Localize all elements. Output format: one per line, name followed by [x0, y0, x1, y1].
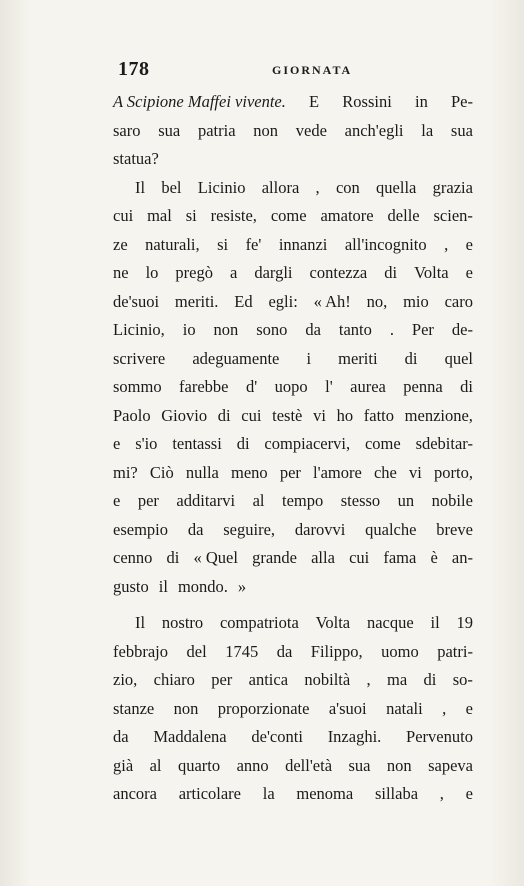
word: ma	[387, 670, 408, 689]
word: ,	[444, 234, 449, 254]
word: « Quel	[193, 548, 238, 567]
paragraph	[113, 609, 473, 809]
word: si	[185, 206, 197, 225]
word: dargli	[254, 263, 293, 282]
word: tentassi	[172, 434, 222, 453]
word: de'conti	[251, 727, 303, 746]
word: menzione,	[404, 405, 473, 425]
word: compatriota	[219, 613, 299, 632]
word: Maddalena	[153, 727, 227, 746]
word: aurea	[350, 377, 386, 396]
word: Filippo,	[310, 641, 363, 661]
text-line	[113, 516, 473, 545]
body-text	[113, 88, 473, 809]
word: anch'egli	[344, 120, 404, 140]
word: compiacervi,	[264, 434, 351, 453]
word: Giovio	[161, 405, 208, 425]
word: ze	[113, 234, 128, 254]
word: Ciò	[149, 462, 174, 482]
word: chiaro	[153, 670, 195, 689]
word: nobiltà	[304, 670, 351, 689]
word: cui	[113, 206, 134, 225]
text-line	[113, 117, 473, 146]
word: grazia	[432, 177, 473, 197]
word: amatore	[320, 206, 374, 225]
text-line	[113, 231, 473, 260]
word: fama	[383, 548, 417, 567]
word: il	[430, 613, 440, 632]
word: breve	[436, 519, 473, 539]
word: zio,	[113, 670, 138, 689]
word: al	[149, 755, 162, 775]
word: come	[364, 434, 401, 453]
word: Licinio,	[113, 320, 165, 339]
word: mal	[147, 206, 172, 225]
running-head: GIORNATA	[272, 63, 353, 77]
word: si	[217, 234, 229, 254]
word: Volta	[414, 263, 449, 282]
word: Volta	[315, 613, 351, 632]
text-line	[113, 402, 473, 431]
word: di	[404, 348, 418, 368]
word: bel	[161, 177, 182, 197]
word: Licinio	[197, 177, 246, 197]
word: innanzi	[278, 234, 328, 254]
word: qualche	[365, 519, 417, 539]
word: s'io	[135, 434, 158, 453]
word: sua	[348, 755, 371, 775]
word: che	[373, 462, 397, 482]
text-line	[113, 638, 473, 667]
text-line	[113, 145, 473, 174]
word: d'	[245, 377, 258, 396]
word: il	[158, 576, 168, 596]
word: da	[113, 727, 129, 746]
word: già	[113, 755, 134, 775]
word: da	[305, 320, 321, 339]
word: per	[279, 462, 301, 482]
word: tanto	[338, 320, 372, 339]
word: meriti.	[174, 291, 219, 311]
word: è	[430, 548, 438, 567]
word: anno	[236, 755, 269, 775]
word: cui	[241, 405, 262, 425]
word: de'suoi	[113, 291, 160, 311]
text-line	[113, 345, 473, 374]
word: di	[166, 548, 180, 567]
word: ,	[315, 177, 320, 197]
word: stesso	[340, 491, 381, 510]
word: « Ah!	[313, 291, 351, 311]
word: ,	[439, 784, 444, 803]
word: e	[465, 698, 473, 718]
word: cenno	[113, 548, 153, 567]
word: so-	[452, 670, 473, 689]
word: scien-	[433, 206, 473, 225]
word: ho	[336, 405, 354, 425]
word: antica	[248, 670, 289, 689]
word: per	[137, 491, 159, 510]
word: ,	[366, 670, 371, 689]
word: Pervenuto	[406, 727, 473, 746]
word: meriti	[338, 348, 378, 368]
word: non	[253, 120, 279, 140]
text-line	[113, 259, 473, 288]
word: all'incognito	[344, 234, 427, 254]
text-line	[113, 573, 473, 602]
word: egli:	[268, 291, 298, 311]
word: grande	[252, 548, 297, 567]
word: testè	[272, 405, 303, 425]
word: sillaba	[374, 784, 419, 803]
text-line	[113, 430, 473, 459]
word: quarto	[177, 755, 221, 775]
word: quella	[376, 177, 417, 197]
word: alla	[311, 548, 335, 567]
word: e	[113, 491, 121, 510]
word: e	[465, 234, 473, 254]
word: dell'età	[285, 755, 333, 775]
word: proporzionate	[217, 698, 310, 718]
word: non	[173, 698, 199, 718]
word: delle	[387, 206, 420, 225]
word: non	[213, 320, 239, 339]
word: de-	[451, 320, 473, 339]
word: quel	[444, 348, 473, 368]
word: 1745	[225, 641, 259, 661]
page-header	[118, 58, 478, 80]
paragraph	[113, 88, 473, 174]
word: seguire,	[223, 519, 276, 539]
word: gusto	[113, 576, 149, 596]
word: non	[386, 755, 412, 775]
word: contezza	[309, 263, 368, 282]
word: nobile	[431, 491, 473, 510]
text-line	[113, 780, 473, 809]
word: mio	[403, 291, 429, 311]
word: no,	[366, 291, 388, 311]
word: l'	[325, 377, 333, 396]
page-number: 178	[118, 58, 150, 80]
word: mi?	[113, 462, 138, 482]
word: lo	[145, 263, 159, 282]
word: darovvi	[294, 519, 346, 539]
word: ,	[442, 698, 447, 718]
word: a'suoi	[328, 698, 367, 718]
word: additarvi	[176, 491, 236, 510]
word: del	[186, 641, 207, 661]
word: adeguamente	[192, 348, 280, 368]
word: Per	[411, 320, 434, 339]
word: Paolo	[113, 405, 151, 425]
word: porto,	[434, 462, 473, 482]
word: sono	[256, 320, 288, 339]
word: sdebitar-	[415, 434, 473, 453]
text-line	[113, 202, 473, 231]
word: uopo	[274, 377, 308, 396]
word: di	[217, 405, 231, 425]
word: farebbe	[179, 377, 229, 396]
word: .	[389, 320, 394, 339]
word: e	[465, 784, 473, 803]
word: da	[276, 641, 293, 661]
word: Ed	[234, 291, 253, 311]
word: febbrajo	[113, 641, 168, 661]
word: saro	[113, 120, 141, 140]
word: E	[309, 92, 320, 111]
word: Il	[135, 177, 146, 197]
word: nacque	[366, 613, 414, 632]
word: naturali,	[145, 234, 200, 254]
word: nulla	[185, 462, 219, 482]
word: Pe-	[450, 92, 473, 111]
word: pregò	[175, 263, 213, 282]
word: come	[270, 206, 307, 225]
word: fatto	[363, 405, 394, 425]
word: sapeva	[428, 755, 473, 775]
text-line	[113, 316, 473, 345]
word: menoma	[296, 784, 354, 803]
word: uomo	[381, 641, 419, 661]
word: di	[384, 263, 398, 282]
word: tempo	[281, 491, 324, 510]
word: ne	[113, 263, 129, 282]
word: vede	[295, 120, 327, 140]
word: sua	[450, 120, 473, 140]
word: natali	[386, 698, 423, 718]
word: e	[113, 434, 121, 453]
word: Il	[135, 613, 146, 632]
text-line	[113, 695, 473, 724]
word: e	[465, 263, 473, 282]
text-line	[113, 752, 473, 781]
word: di	[423, 670, 437, 689]
word: nostro	[161, 613, 204, 632]
word: »	[237, 576, 247, 596]
word: Inzaghi.	[327, 727, 382, 746]
word: an-	[451, 548, 473, 567]
word: fe'	[245, 234, 262, 254]
word: vi	[313, 405, 326, 425]
text-line	[113, 544, 473, 573]
text-line	[113, 666, 473, 695]
word: penna	[403, 377, 443, 396]
text-line	[113, 609, 473, 638]
word: un	[397, 491, 415, 510]
text-line	[113, 723, 473, 752]
word: la	[421, 120, 434, 140]
text-line	[113, 373, 473, 402]
text-line	[113, 288, 473, 317]
word: statua?	[113, 149, 159, 168]
word: per	[211, 670, 233, 689]
word: meno	[231, 462, 268, 482]
word: di	[460, 377, 473, 396]
text-line	[113, 174, 473, 203]
word: allora	[261, 177, 300, 197]
word: 19	[456, 613, 473, 632]
word: a	[230, 263, 238, 282]
word: stanze	[113, 698, 155, 718]
text-line	[113, 459, 473, 488]
word: la	[262, 784, 275, 803]
word: A Scipione Maffei vivente.	[113, 92, 286, 111]
word: i	[306, 348, 312, 368]
word: vi	[409, 462, 422, 482]
word: io	[182, 320, 196, 339]
word: esempio	[113, 519, 168, 539]
word: caro	[444, 291, 473, 311]
word: mondo.	[177, 576, 228, 596]
word: l'amore	[313, 462, 362, 482]
text-line	[113, 88, 473, 117]
word: sua	[158, 120, 181, 140]
word: al	[252, 491, 265, 510]
word: patri-	[437, 641, 473, 661]
word: di	[236, 434, 250, 453]
word: resiste,	[210, 206, 257, 225]
word: con	[335, 177, 360, 197]
word: cui	[349, 548, 370, 567]
word: sommo	[113, 377, 162, 396]
paragraph	[113, 174, 473, 602]
word: articolare	[178, 784, 241, 803]
text-line	[113, 487, 473, 516]
word: in	[414, 92, 428, 111]
word: scrivere	[113, 348, 166, 368]
word: da	[187, 519, 204, 539]
word: Rossini	[342, 92, 392, 111]
word: ancora	[113, 784, 157, 803]
word: patria	[197, 120, 236, 140]
